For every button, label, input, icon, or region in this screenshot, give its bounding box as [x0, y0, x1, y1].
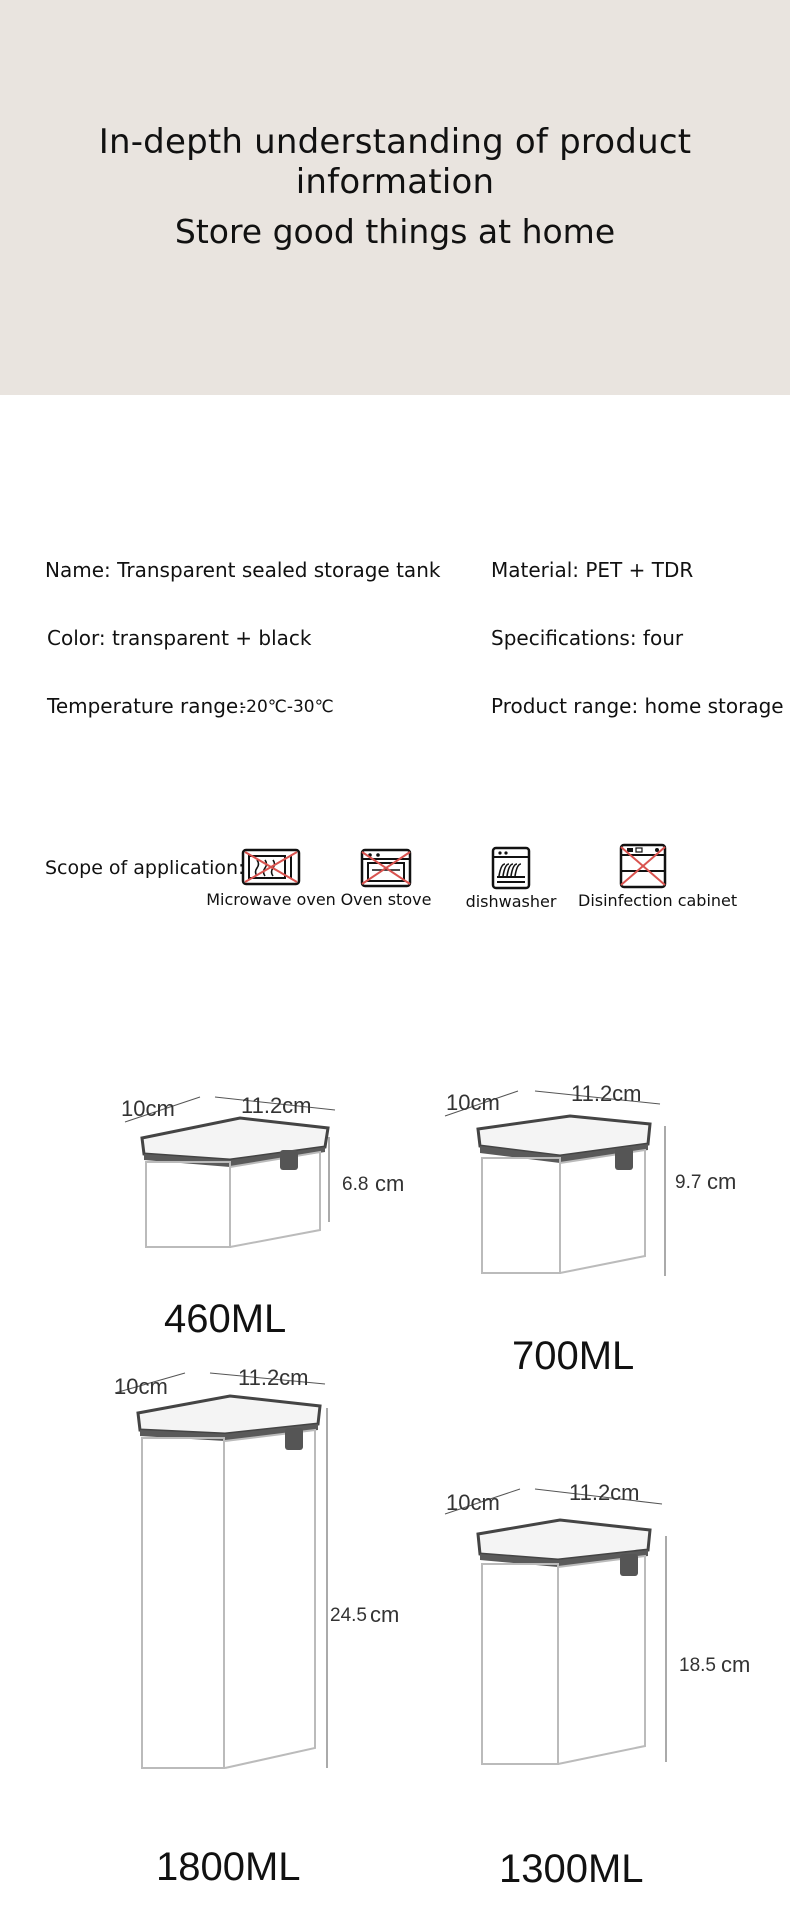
dim-height-num: 18.5 [679, 1655, 716, 1676]
scope-item-oven [321, 848, 451, 909]
capacity-label: 1800ML [156, 1845, 301, 1889]
scope-item-label: dishwasher [465, 892, 557, 911]
scope-item-label: Disinfection cabinet [578, 891, 738, 910]
spec-material: Material: PET + TDR [491, 558, 694, 582]
hero-banner [0, 0, 790, 395]
dim-width: 11.2cm [238, 1365, 309, 1390]
container-700ml-image [440, 1086, 680, 1286]
dim-depth: 10cm [446, 1490, 500, 1515]
capacity-label: 460ML [164, 1297, 287, 1341]
scope-item-label: Oven stove [340, 890, 432, 909]
dim-depth: 10cm [121, 1096, 175, 1121]
scope-label: Scope of application: [45, 857, 245, 879]
dim-height-unit: cm [707, 1169, 737, 1194]
capacity-label: 1300ML [499, 1847, 644, 1891]
dim-width: 11.2cm [571, 1081, 642, 1106]
page-title: In-depth understanding of product information [98, 122, 692, 202]
dim-height-num: 24.5 [330, 1605, 367, 1626]
spec-specifications: Specifications: four [491, 626, 684, 650]
dim-height-unit: cm [370, 1602, 400, 1627]
dim-width: 11.2cm [569, 1480, 640, 1505]
dim-height-unit: cm [721, 1652, 751, 1677]
dim-depth: 10cm [446, 1090, 500, 1115]
oven-icon [358, 848, 414, 888]
scope-item-disinfection-cabinet [578, 843, 738, 910]
page-subtitle: Store good things at home [174, 212, 616, 251]
microwave-icon [241, 848, 301, 888]
dim-depth: 10cm [114, 1374, 168, 1399]
container-1800ml-image [110, 1368, 340, 1778]
spec-temperature-label: Temperature range: [47, 694, 245, 718]
disinfection-cabinet-icon [617, 843, 669, 889]
container-1300ml-image [440, 1484, 680, 1784]
spec-temperature-value: -20℃-30℃ [240, 697, 334, 717]
spec-name: Name: Transparent sealed storage tank [45, 558, 441, 582]
dim-height-num: 9.7 [675, 1172, 702, 1193]
scope-item-dishwasher [446, 846, 576, 911]
dim-width: 11.2cm [241, 1093, 312, 1118]
scope-item-label: Microwave oven [206, 890, 336, 909]
scope-item-microwave [206, 848, 336, 909]
dim-height-num: 6.8 [342, 1174, 369, 1195]
spec-product-range: Product range: home storage [491, 694, 784, 718]
spec-color: Color: transparent + black [47, 626, 312, 650]
dishwasher-icon [489, 846, 533, 890]
dim-height-unit: cm [375, 1171, 405, 1196]
capacity-label: 700ML [512, 1334, 635, 1378]
